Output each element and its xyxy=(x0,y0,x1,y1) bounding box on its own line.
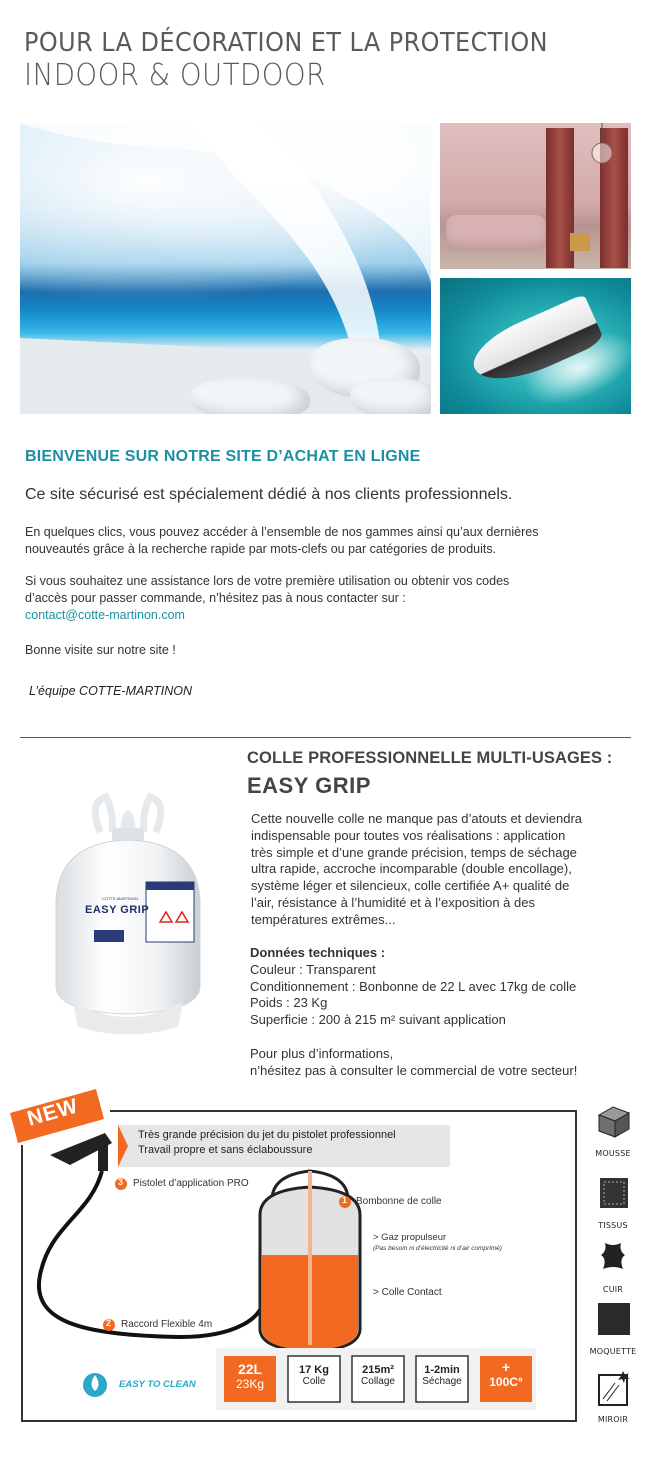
hero-title-line1: POUR LA DÉCORATION ET LA PROTECTION xyxy=(24,28,548,58)
spec-drying xyxy=(416,1364,468,1387)
product-body-line: l’air, résistance à l’humidité et à l’exposition à des xyxy=(251,894,535,910)
hero-image-pool-curtains xyxy=(20,123,431,414)
spec-volume-value: 22L xyxy=(237,1361,263,1377)
spec-temperature-plus: + xyxy=(501,1359,511,1375)
technical-data xyxy=(250,945,625,1029)
label-gas-sub: (Pas besoin ni d’électricité ni d’air comprimé) xyxy=(373,1245,502,1252)
spec-glue-weight-value: 17 Kg xyxy=(299,1364,329,1376)
product-infographic xyxy=(10,1075,580,1425)
product-body-line: Cette nouvelle colle ne manque pas d’atouts et deviendra xyxy=(251,811,582,826)
product-body-line: ultra rapide, accroche incomparable (double encollage), xyxy=(251,861,572,877)
technical-data-line: Poids : 23 Kg xyxy=(250,995,328,1011)
label-hose: Raccord Flexible 4m xyxy=(121,1319,213,1330)
welcome-section xyxy=(25,448,625,698)
surface-tissus xyxy=(585,1175,641,1230)
mirror-icon xyxy=(593,1369,633,1407)
spec-volume-weight: 23Kg xyxy=(235,1377,265,1391)
welcome-paragraph-1-line2: nouveautés grâce à la recherche rapide par mots-clefs ou par catégories de produits. xyxy=(25,542,497,556)
spec-temperature-value: 100C° xyxy=(489,1375,523,1389)
surface-mousse xyxy=(585,1103,641,1158)
more-info-line2: n’hésitez pas à consulter le commercial de votre secteur! xyxy=(250,1062,578,1078)
product-name: EASY GRIP xyxy=(247,773,371,798)
surface-miroir xyxy=(585,1369,641,1424)
label-gas: > Gaz propulseur xyxy=(373,1232,447,1243)
product-description xyxy=(247,749,627,1078)
hero-image-living-room xyxy=(440,123,631,269)
more-info-line1: Pour plus d’informations, xyxy=(250,1046,394,1061)
marker-1: 1 xyxy=(342,1195,348,1205)
technical-data-title: Données techniques : xyxy=(250,945,386,960)
welcome-paragraph-1 xyxy=(25,524,538,558)
banner-line1: Très grande précision du jet du pistolet professionnel xyxy=(138,1129,396,1141)
signature: L’équipe COTTE-MARTINON xyxy=(29,684,193,698)
hero-title-line2: INDOOR & OUTDOOR xyxy=(24,58,326,93)
spec-coverage xyxy=(352,1364,404,1387)
product-body-line: système léger et silencieux, colle certifiée A+ qualité de xyxy=(251,878,570,894)
welcome-paragraph-2-line1: Si vous souhaitez une assistance lors de votre première utilisation ou obtenir vos codes xyxy=(25,574,510,588)
surface-label: MIROIR xyxy=(597,1415,629,1424)
welcome-title: BIENVENUE SUR NOTRE SITE D’ACHAT EN LIGNE xyxy=(25,448,421,465)
product-body-line: très simple et d’une grande précision, temps de séchage xyxy=(251,844,577,860)
spec-coverage-label: Collage xyxy=(361,1376,395,1387)
surface-moquette xyxy=(585,1301,641,1356)
banner-line2: Travail propre et sans éclaboussure xyxy=(138,1144,313,1156)
surface-label: MOUSSE xyxy=(595,1149,631,1158)
marker-2: 2 xyxy=(106,1318,112,1328)
carpet-icon xyxy=(593,1301,633,1339)
welcome-paragraph-2-line2: d’accès pour passer commande, n’hésitez pas à nous contacter sur : xyxy=(25,591,406,605)
spec-drying-value: 1-2min xyxy=(424,1364,460,1376)
product-kicker: COLLE PROFESSIONNELLE MULTI-USAGES : xyxy=(247,749,613,767)
hero-title xyxy=(24,28,594,94)
spec-temperature xyxy=(480,1359,532,1389)
leather-icon xyxy=(593,1239,633,1277)
fabric-icon xyxy=(593,1175,633,1213)
product-body xyxy=(251,811,621,929)
contact-email-link[interactable]: contact@cotte-martinon.com xyxy=(25,608,185,622)
welcome-lead: Ce site sécurisé est spécialement dédié à nos clients professionnels. xyxy=(25,486,513,503)
surface-cuir xyxy=(585,1239,641,1294)
technical-data-line: Couleur : Transparent xyxy=(250,961,376,977)
foam-icon xyxy=(593,1103,633,1141)
easy-to-clean-label: EASY TO CLEAN xyxy=(119,1379,196,1390)
label-tank: Bombonne de colle xyxy=(356,1196,442,1207)
surface-label: TISSUS xyxy=(598,1221,628,1230)
hero-image-yacht xyxy=(440,278,631,414)
welcome-closing: Bonne visite sur notre site ! xyxy=(25,643,176,657)
welcome-paragraph-1-line1: En quelques clics, vous pouvez accéder à l’ensemble de nos gammes ainsi qu’aux dernières xyxy=(25,525,539,539)
spec-glue-weight-label: Colle xyxy=(302,1376,326,1387)
label-gun: Pistolet d’application PRO xyxy=(133,1178,249,1189)
product-image-can xyxy=(28,792,228,1042)
spec-volume xyxy=(224,1361,276,1391)
spec-drying-label: Séchage xyxy=(422,1376,462,1387)
surface-label: MOQUETTE xyxy=(589,1347,637,1356)
spec-glue-weight xyxy=(288,1364,340,1387)
technical-data-line: Superficie : 200 à 215 m² suivant application xyxy=(250,1012,506,1028)
section-divider xyxy=(20,737,631,738)
surface-label: CUIR xyxy=(602,1285,624,1294)
marker-3: 3 xyxy=(118,1177,124,1187)
label-glue: > Colle Contact xyxy=(373,1287,442,1298)
product-can-brand: COTTE-MARTINON xyxy=(102,896,139,901)
technical-data-line: Conditionnement : Bonbonne de 22 L avec 17kg de colle xyxy=(250,978,577,994)
spec-coverage-value: 215m² xyxy=(362,1364,394,1376)
new-badge: NEW xyxy=(24,1094,82,1131)
product-can-label: EASY GRIP xyxy=(85,904,150,916)
product-body-line: indispensable pour toutes vos réalisations : application xyxy=(251,827,566,843)
welcome-paragraph-2 xyxy=(25,573,509,624)
product-body-line: températures extrêmes... xyxy=(251,911,396,927)
